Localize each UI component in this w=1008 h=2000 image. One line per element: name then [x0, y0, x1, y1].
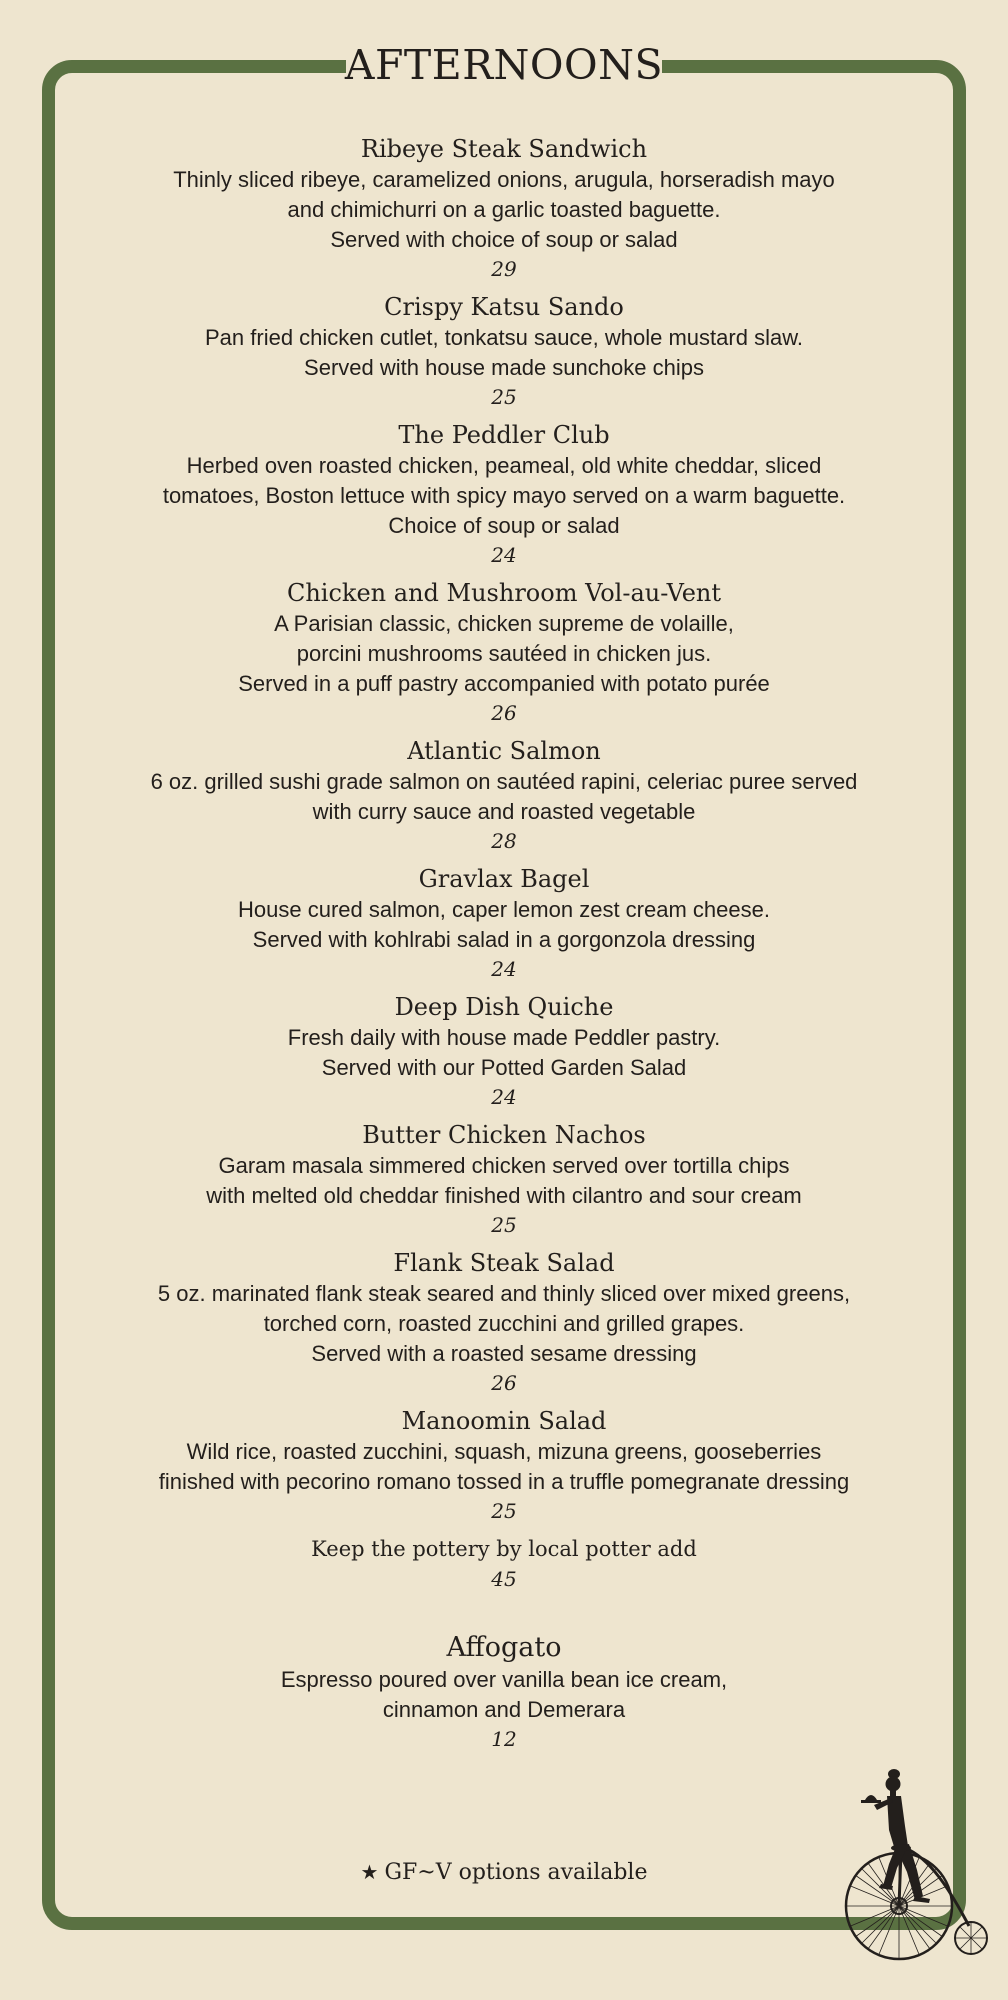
penny-farthing-waiter-icon: [835, 1760, 990, 1965]
menu-item-name: Flank Steak Salad: [393, 1249, 615, 1277]
menu-item-name: The Peddler Club: [398, 421, 610, 449]
addon-price: 45: [491, 1567, 517, 1591]
description-line: A Parisian classic, chicken supreme de volaille,: [274, 611, 734, 636]
description-line: Served in a puff pastry accompanied with potato purée: [238, 671, 770, 696]
menu-item: [110, 291, 898, 411]
menu-item-price: 24: [491, 543, 517, 567]
description-line: Espresso poured over vanilla bean ice cream,: [280, 1667, 728, 1692]
menu-item: [110, 1119, 898, 1239]
dessert-item: [110, 1631, 898, 1753]
menu-item-description: [110, 323, 898, 383]
menu-item-name: Crispy Katsu Sando: [384, 293, 624, 321]
menu-item-price: 26: [491, 1371, 517, 1395]
menu-item-price: 25: [491, 1213, 517, 1237]
description-line: 5 oz. marinated flank steak seared and thinly sliced over mixed greens,: [157, 1281, 851, 1306]
menu-item-name: Gravlax Bagel: [418, 865, 590, 893]
description-line: Served with a roasted sesame dressing: [311, 1341, 697, 1366]
description-line: 6 oz. grilled sushi grade salmon on sautéed rapini, celeriac puree served: [150, 769, 858, 794]
menu-item: [110, 1405, 898, 1525]
addon-text: Keep the pottery by local potter add: [311, 1537, 697, 1561]
menu-item-price: 28: [491, 829, 517, 853]
menu-item-description: [110, 895, 898, 955]
pottery-addon: [110, 1533, 898, 1593]
description-line: cinnamon and Demerara: [382, 1697, 626, 1722]
menu-item: [110, 863, 898, 983]
page-title: AFTERNOONS: [344, 41, 664, 89]
description-line: Pan fried chicken cutlet, tonkatsu sauce, whole mustard slaw.: [205, 325, 803, 350]
menu-item: [110, 133, 898, 283]
description-line: and chimichurri on a garlic toasted baguette.: [287, 197, 721, 222]
menu-item-price: 25: [491, 1499, 517, 1523]
description-line: Garam masala simmered chicken served over tortilla chips: [218, 1153, 790, 1178]
menu-item-description: [110, 767, 898, 827]
menu-item-name: Atlantic Salmon: [407, 737, 601, 765]
description-line: Served with kohlrabi salad in a gorgonzola dressing: [252, 927, 756, 952]
description-line: tomatoes, Boston lettuce with spicy mayo served on a warm baguette.: [162, 483, 846, 508]
dessert-description: [110, 1665, 898, 1725]
description-line: Fresh daily with house made Peddler pastry.: [287, 1025, 721, 1050]
menu-item-price: 26: [491, 701, 517, 725]
menu-item-name: Butter Chicken Nachos: [362, 1121, 646, 1149]
menu-item-name: Ribeye Steak Sandwich: [360, 135, 648, 163]
menu-item-description: [110, 609, 898, 699]
description-line: with melted old cheddar finished with cilantro and sour cream: [206, 1183, 802, 1208]
menu-item: [110, 991, 898, 1111]
dietary-note-text: GF~V options available: [384, 1860, 648, 1885]
dessert-price: 12: [491, 1727, 517, 1751]
description-line: torched corn, roasted zucchini and grilled grapes.: [263, 1311, 745, 1336]
menu-item-description: [110, 451, 898, 541]
description-line: Served with house made sunchoke chips: [304, 355, 704, 380]
menu-item-description: [110, 1023, 898, 1083]
description-line: Served with our Potted Garden Salad: [321, 1055, 687, 1080]
description-line: House cured salmon, caper lemon zest cream cheese.: [238, 897, 770, 922]
menu-item-description: [110, 165, 898, 255]
menu-item-description: [110, 1437, 898, 1497]
menu-item-price: 29: [491, 257, 517, 281]
menu-item-price: 25: [491, 385, 517, 409]
description-line: Thinly sliced ribeye, caramelized onions, arugula, horseradish mayo: [173, 167, 835, 192]
description-line: with curry sauce and roasted vegetable: [312, 799, 696, 824]
description-line: Served with choice of soup or salad: [330, 227, 678, 252]
menu-item: [110, 419, 898, 569]
description-line: Choice of soup or salad: [388, 513, 620, 538]
menu-item-description: [110, 1279, 898, 1369]
menu-list: [110, 133, 898, 1761]
menu-item: [110, 577, 898, 727]
description-line: Wild rice, roasted zucchini, squash, mizuna greens, gooseberries: [186, 1439, 822, 1464]
menu-item-description: [110, 1151, 898, 1211]
description-line: porcini mushrooms sautéed in chicken jus.: [296, 641, 712, 666]
dessert-name: Affogato: [446, 1632, 562, 1663]
menu-item-price: 24: [491, 1085, 517, 1109]
menu-item-name: Manoomin Salad: [401, 1407, 607, 1435]
menu-item-price: 24: [491, 957, 517, 981]
menu-item-name: Deep Dish Quiche: [394, 993, 614, 1021]
description-line: Herbed oven roasted chicken, peameal, old white cheddar, sliced: [186, 453, 822, 478]
star-icon: ★: [360, 1860, 379, 1884]
description-line: finished with pecorino romano tossed in a truffle pomegranate dressing: [158, 1469, 850, 1494]
menu-item-name: Chicken and Mushroom Vol-au-Vent: [286, 579, 721, 607]
menu-item: [110, 735, 898, 855]
menu-item: [110, 1247, 898, 1397]
